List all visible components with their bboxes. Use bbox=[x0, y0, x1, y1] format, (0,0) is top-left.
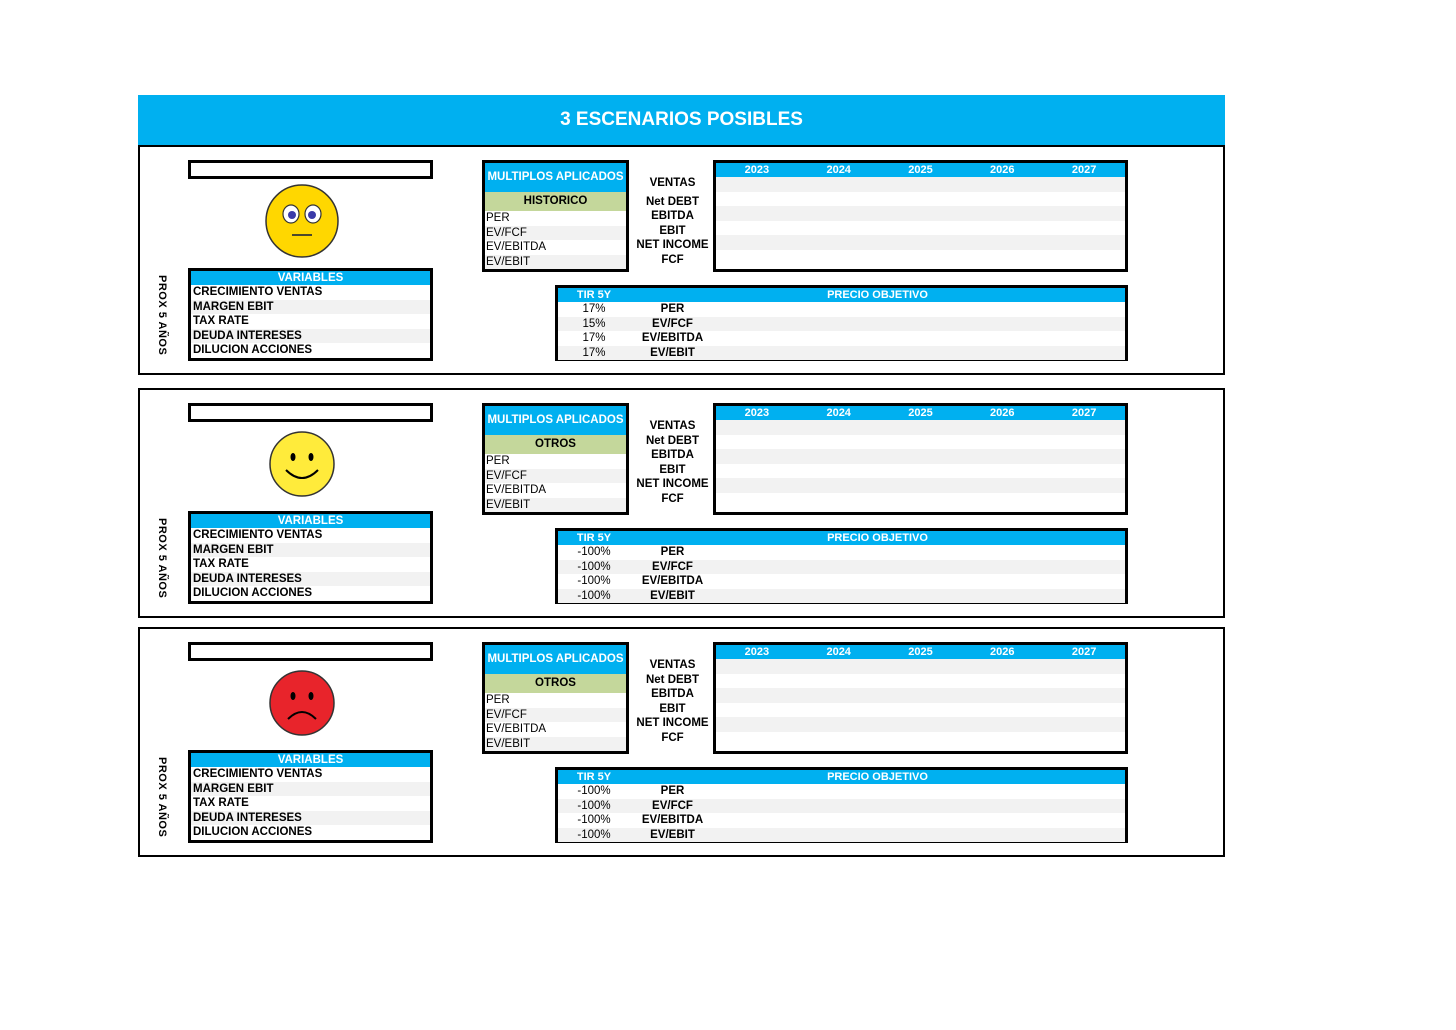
tir-value: 15% bbox=[582, 317, 606, 330]
variable-label: CRECIMIENTO VENTAS bbox=[193, 768, 323, 780]
years-header bbox=[716, 406, 1125, 420]
metric-label: EBIT bbox=[659, 463, 686, 476]
variable-row bbox=[191, 825, 430, 840]
multiple-row bbox=[485, 737, 626, 752]
multiple-row bbox=[485, 498, 626, 513]
precio-label: EV/EBITDA bbox=[641, 575, 704, 587]
metric-label: EBIT bbox=[659, 702, 686, 715]
year-label: 2027 bbox=[1071, 164, 1097, 176]
metric-label: EBITDA bbox=[651, 688, 694, 700]
variable-row bbox=[191, 782, 430, 797]
variable-row bbox=[191, 767, 430, 782]
metric-label: FCF bbox=[661, 253, 684, 266]
multiple-label: EV/FCF bbox=[486, 708, 527, 721]
metric-label: NET INCOME bbox=[636, 717, 709, 729]
metric-label: EBITDA bbox=[651, 449, 694, 461]
year-label: 2026 bbox=[990, 646, 1015, 658]
neutral-face-icon bbox=[264, 183, 340, 259]
year-label: 2025 bbox=[908, 164, 933, 176]
metric-label: EBITDA bbox=[651, 210, 694, 222]
multiple-label: EV/EBIT bbox=[486, 737, 531, 750]
multiple-row bbox=[485, 722, 626, 737]
multiplos-header: MULTIPLOS APLICADOS bbox=[485, 406, 626, 435]
scenario-name bbox=[188, 160, 433, 179]
sad-face-icon bbox=[264, 665, 340, 741]
scenario-name bbox=[188, 642, 433, 661]
year-label: 2023 bbox=[744, 407, 770, 419]
variables-header: VARIABLES bbox=[191, 753, 430, 767]
year-label: 2024 bbox=[826, 164, 851, 176]
year-data-row bbox=[716, 235, 1125, 250]
variable-row bbox=[191, 811, 430, 826]
scenario-title: ESCENARIO PESIMISTA bbox=[247, 645, 374, 657]
page-title: 3 ESCENARIOS POSIBLES bbox=[138, 95, 1225, 145]
tir-table bbox=[555, 767, 1128, 843]
multiple-label: EV/EBIT bbox=[486, 498, 531, 511]
precio-label: PER bbox=[660, 546, 685, 558]
multiple-row bbox=[485, 226, 626, 241]
multiple-row bbox=[485, 693, 626, 708]
tir-row bbox=[558, 813, 1125, 828]
metric-label: VENTAS bbox=[649, 177, 696, 189]
scenario-panel-3 bbox=[138, 627, 1225, 857]
multiple-label: PER bbox=[486, 694, 510, 706]
tir-value: -100% bbox=[577, 785, 611, 797]
variable-row bbox=[191, 314, 430, 329]
variable-row bbox=[191, 543, 430, 558]
multiple-label: EV/EBITDA bbox=[486, 484, 547, 496]
multiplos-table bbox=[482, 642, 629, 754]
variable-row bbox=[191, 796, 430, 811]
year-data-row bbox=[716, 674, 1125, 689]
year-label: 2027 bbox=[1071, 646, 1097, 658]
tir-row bbox=[558, 799, 1125, 814]
variable-row bbox=[191, 300, 430, 315]
scenario-title: ESCENARIO NORMAL bbox=[252, 163, 369, 175]
year-label: 2023 bbox=[744, 646, 770, 658]
year-data-row bbox=[716, 221, 1125, 236]
metric-label: Net DEBT bbox=[645, 195, 700, 208]
variable-label: DILUCION ACCIONES bbox=[193, 587, 313, 599]
multiple-row bbox=[485, 483, 626, 498]
precio-label: PER bbox=[660, 785, 685, 797]
scenario-name bbox=[188, 403, 433, 422]
year-data-row bbox=[716, 177, 1125, 192]
variable-row bbox=[191, 343, 430, 358]
year-data-row bbox=[716, 435, 1125, 450]
scenario-panel-2 bbox=[138, 388, 1225, 618]
year-label: 2024 bbox=[826, 646, 851, 658]
metric-label: NET INCOME bbox=[636, 478, 709, 490]
multiple-row bbox=[485, 708, 626, 723]
year-data-row bbox=[716, 478, 1125, 493]
precio-label: EV/FCF bbox=[652, 317, 693, 330]
multiple-label: EV/FCF bbox=[486, 226, 527, 239]
year-data-row bbox=[716, 420, 1125, 435]
variable-row bbox=[191, 586, 430, 601]
variable-label: DEUDA INTERESES bbox=[193, 811, 302, 824]
tir-row bbox=[558, 302, 1125, 317]
year-label: 2026 bbox=[990, 164, 1015, 176]
years-table bbox=[713, 642, 1128, 754]
variable-label: MARGEN EBIT bbox=[193, 543, 274, 556]
tir-row bbox=[558, 828, 1125, 843]
multiple-label: EV/FCF bbox=[486, 469, 527, 482]
variable-label: DILUCION ACCIONES bbox=[193, 344, 313, 356]
year-data-row bbox=[716, 703, 1125, 718]
year-data-row bbox=[716, 659, 1125, 674]
variable-label: TAX RATE bbox=[193, 558, 249, 570]
tir-table bbox=[555, 285, 1128, 361]
variable-label: CRECIMIENTO VENTAS bbox=[193, 529, 323, 541]
tir-value: -100% bbox=[577, 575, 611, 587]
tir-row bbox=[558, 346, 1125, 361]
multiplos-header: MULTIPLOS APLICADOS bbox=[485, 645, 626, 674]
tir-value: 17% bbox=[582, 332, 606, 344]
variables-table bbox=[188, 511, 433, 604]
multiple-row bbox=[485, 240, 626, 255]
variable-row bbox=[191, 329, 430, 344]
metric-label: VENTAS bbox=[649, 659, 696, 671]
years-table bbox=[713, 403, 1128, 515]
years-header bbox=[716, 645, 1125, 659]
scenario-title: ESCENARIO OPTIMISTA bbox=[246, 406, 375, 418]
years-header bbox=[716, 163, 1125, 177]
variable-row bbox=[191, 285, 430, 300]
year-label: 2023 bbox=[744, 164, 770, 176]
variable-row bbox=[191, 572, 430, 587]
tir-value: -100% bbox=[577, 814, 611, 826]
variable-label: TAX RATE bbox=[193, 797, 249, 809]
precio-label: PER bbox=[660, 303, 685, 315]
variable-row bbox=[191, 528, 430, 543]
variables-table bbox=[188, 268, 433, 361]
metric-label: Net DEBT bbox=[645, 673, 700, 686]
metrics-labels bbox=[630, 658, 715, 744]
variable-label: DEUDA INTERESES bbox=[193, 329, 302, 342]
tir-header: TIR 5Y PRECIO OBJETIVO bbox=[558, 288, 1125, 302]
year-data-row bbox=[716, 192, 1125, 207]
variable-row bbox=[191, 557, 430, 572]
year-data-row bbox=[716, 717, 1125, 732]
metric-label: NET INCOME bbox=[636, 239, 709, 251]
multiple-label: EV/EBIT bbox=[486, 255, 531, 268]
side-label: PROX 5 AÑOS bbox=[156, 275, 168, 356]
tir-row bbox=[558, 784, 1125, 799]
tir-value: -100% bbox=[577, 799, 611, 812]
tir-row bbox=[558, 589, 1125, 604]
metric-label: VENTAS bbox=[649, 420, 696, 432]
tir-row bbox=[558, 317, 1125, 332]
multiple-label: EV/EBITDA bbox=[486, 241, 547, 253]
precio-label: EV/EBITDA bbox=[641, 332, 704, 344]
precio-label: EV/EBIT bbox=[650, 828, 695, 841]
tir-header: TIR 5Y PRECIO OBJETIVO bbox=[558, 531, 1125, 545]
precio-label: EV/FCF bbox=[652, 799, 693, 812]
multiplos-table bbox=[482, 160, 629, 272]
happy-face-icon bbox=[264, 426, 340, 502]
metric-label: FCF bbox=[661, 731, 684, 744]
method-label: OTROS bbox=[485, 674, 626, 693]
side-label: PROX 5 AÑOS bbox=[156, 757, 168, 838]
tir-value: -100% bbox=[577, 560, 611, 573]
tir-table bbox=[555, 528, 1128, 604]
year-label: 2025 bbox=[908, 646, 933, 658]
tir-row bbox=[558, 331, 1125, 346]
tir-value: -100% bbox=[577, 546, 611, 558]
tir-value: -100% bbox=[577, 589, 611, 602]
tir-value: -100% bbox=[577, 828, 611, 841]
year-data-row bbox=[716, 250, 1125, 265]
year-data-row bbox=[716, 464, 1125, 479]
tir-header: TIR 5Y PRECIO OBJETIVO bbox=[558, 770, 1125, 784]
multiple-label: PER bbox=[486, 455, 510, 467]
metric-label: EBIT bbox=[659, 224, 686, 237]
year-label: 2026 bbox=[990, 407, 1015, 419]
variable-label: MARGEN EBIT bbox=[193, 782, 274, 795]
tir-value: 17% bbox=[582, 346, 606, 359]
multiplos-table bbox=[482, 403, 629, 515]
variables-header: VARIABLES bbox=[191, 271, 430, 285]
metric-label: FCF bbox=[661, 492, 684, 505]
variables-table bbox=[188, 750, 433, 843]
variable-label: CRECIMIENTO VENTAS bbox=[193, 286, 323, 298]
years-table bbox=[713, 160, 1128, 272]
precio-label: EV/FCF bbox=[652, 560, 693, 573]
tir-row bbox=[558, 574, 1125, 589]
year-data-row bbox=[716, 206, 1125, 221]
metrics-labels bbox=[630, 419, 715, 505]
multiple-label: EV/EBITDA bbox=[486, 723, 547, 735]
year-label: 2025 bbox=[908, 407, 933, 419]
multiple-row bbox=[485, 211, 626, 226]
multiple-row bbox=[485, 255, 626, 270]
variables-header: VARIABLES bbox=[191, 514, 430, 528]
tir-value: 17% bbox=[582, 303, 606, 315]
variable-label: TAX RATE bbox=[193, 315, 249, 327]
year-label: 2027 bbox=[1071, 407, 1097, 419]
precio-label: EV/EBIT bbox=[650, 589, 695, 602]
year-data-row bbox=[716, 493, 1125, 508]
variable-label: DEUDA INTERESES bbox=[193, 572, 302, 585]
multiplos-header: MULTIPLOS APLICADOS bbox=[485, 163, 626, 192]
tir-row bbox=[558, 545, 1125, 560]
tir-row bbox=[558, 560, 1125, 575]
variable-label: DILUCION ACCIONES bbox=[193, 826, 313, 838]
side-label: PROX 5 AÑOS bbox=[156, 518, 168, 599]
method-label: HISTORICO bbox=[485, 192, 626, 211]
variable-label: MARGEN EBIT bbox=[193, 300, 274, 313]
multiple-label: PER bbox=[486, 212, 510, 224]
year-data-row bbox=[716, 732, 1125, 747]
metrics-labels bbox=[630, 176, 715, 266]
method-label: OTROS bbox=[485, 435, 626, 454]
year-label: 2024 bbox=[826, 407, 851, 419]
precio-label: EV/EBITDA bbox=[641, 814, 704, 826]
year-data-row bbox=[716, 449, 1125, 464]
multiple-row bbox=[485, 469, 626, 484]
metric-label: Net DEBT bbox=[645, 434, 700, 447]
year-data-row bbox=[716, 688, 1125, 703]
multiple-row bbox=[485, 454, 626, 469]
scenario-panel-1 bbox=[138, 145, 1225, 375]
precio-label: EV/EBIT bbox=[650, 346, 695, 359]
